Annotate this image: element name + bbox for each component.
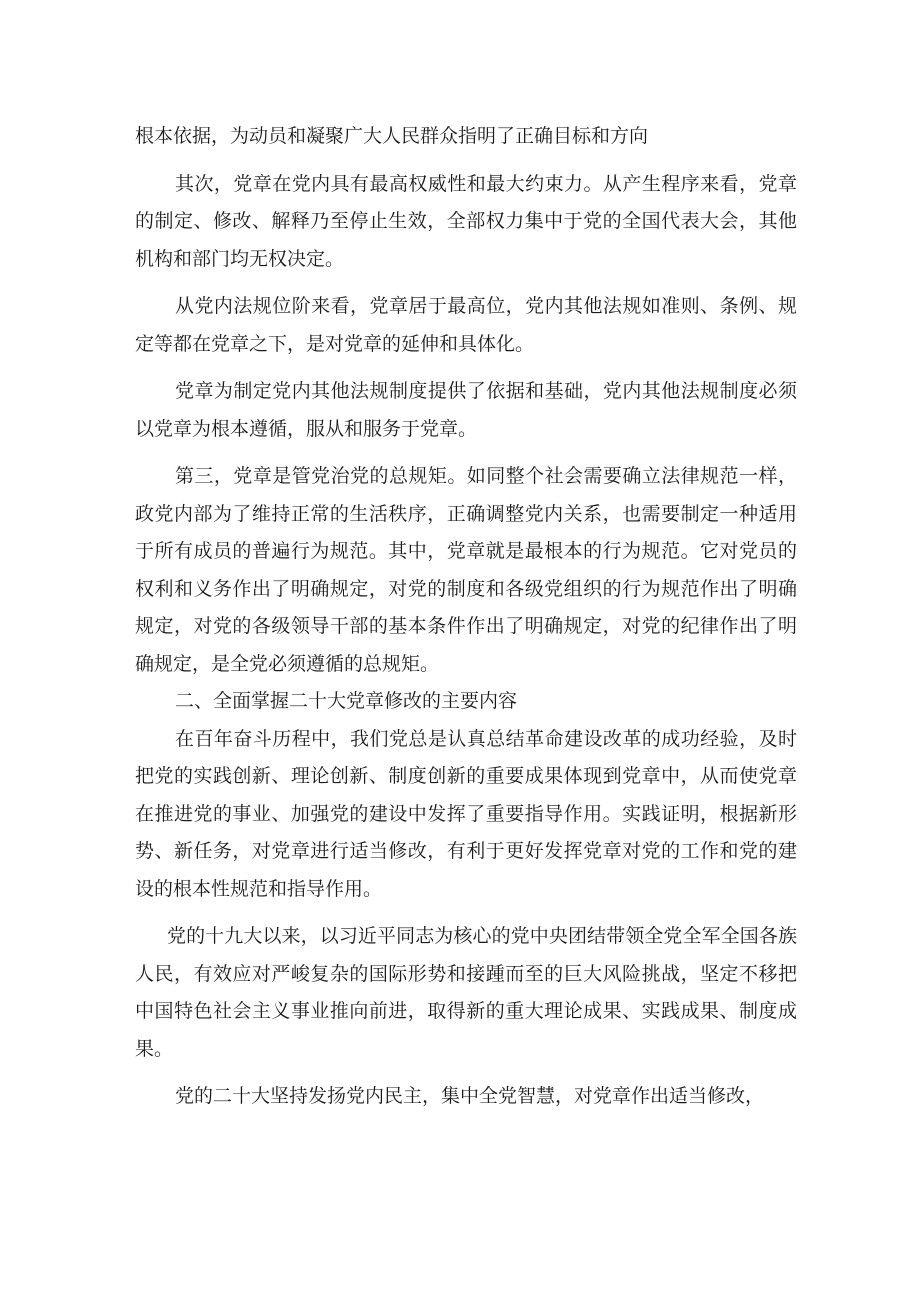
paragraph-nineteenth-congress: 党的十九大以来，以习近平同志为核心的党中央团结带领全党全军全国各族人民，有效应对严峻复杂的国际形势和接踵而至的巨大风险挑战，坚定不移把中国特色社会主义事业推向前进，取得新的重大理论成果、实践成果、制度成果。 <box>135 925 797 1060</box>
paragraph-hierarchy: 从党内法规位阶来看，党章居于最高位，党内其他法规如准则、条例、规定等都在党章之下，是对党章的延伸和具体化。 <box>135 295 797 355</box>
paragraph-basis: 党章为制定党内其他法规制度提供了依据和基础，党内其他法规制度必须以党章为根本遵循，服从和服务于党章。 <box>135 380 797 440</box>
document-page <box>135 118 797 1116</box>
paragraph-authority: 其次，党章在党内具有最高权威性和最大约束力。从产生程序来看，党章的制定、修改、解释乃至停止生效，全部权力集中于党的全国代表大会，其他机构和部门均无权决定。 <box>135 172 797 270</box>
paragraph-continuation: 根本依据，为动员和凝聚广大人民群众指明了正确目标和方向 <box>135 125 649 147</box>
paragraph-history: 在百年奋斗历程中，我们党总是认真总结革命建设改革的成功经验，及时把党的实践创新、理论创新、制度创新的重要成果体现到党章中，从而使党章在推进党的事业、加强党的建设中发挥了重要指导作用。实践证明，根据新形势、新任务，对党章进行适当修改，有利于更好发挥党章对党的工作和党的建设的根本性规范和指导作用。 <box>135 727 797 900</box>
paragraph-rules: 第三，党章是管党治党的总规矩。如同整个社会需要确立法律规范一样，政党内部为了维持正常的生活秩序，正确调整党内关系，也需要制定一种适用于所有成员的普遍行为规范。其中，党章就是最根本的行为规范。它对党员的权利和义务作出了明确规定，对党的制度和各级党组织的行为规范作出了明确规定，对党的各级领导干部的基本条件作出了明确规定，对党的纪律作出了明确规定，是全党必须遵循的总规矩。 <box>135 465 797 675</box>
section-heading: 二、全面掌握二十大党章修改的主要内容 <box>175 690 518 712</box>
paragraph-twentieth-congress: 党的二十大坚持发扬党内民主，集中全党智慧，对党章作出适当修改， <box>175 1085 765 1107</box>
